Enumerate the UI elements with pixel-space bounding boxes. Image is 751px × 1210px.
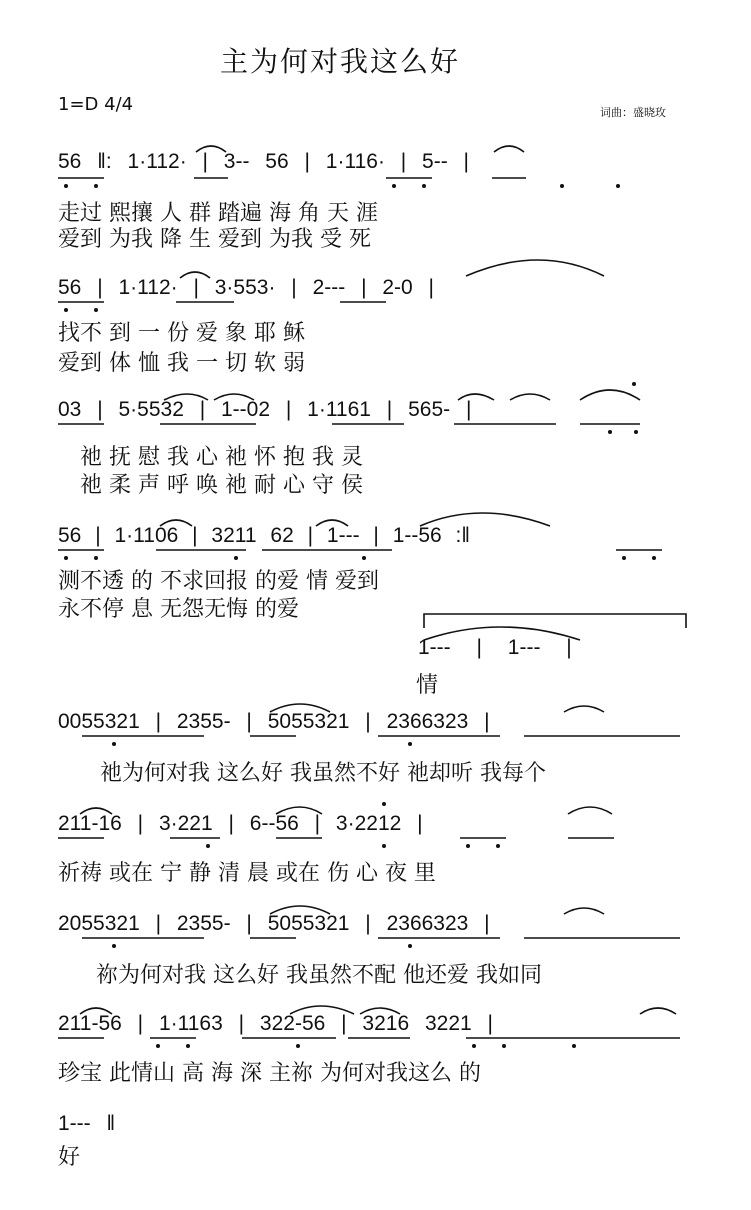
- octave-dot: [296, 1044, 300, 1048]
- octave-dot: [608, 430, 612, 434]
- slur: [316, 520, 348, 526]
- slur: [564, 706, 604, 712]
- octave-dot: [382, 844, 386, 848]
- key-signature: 1=D 4/4: [58, 94, 134, 115]
- octave-dot: [94, 184, 98, 188]
- notation-row-2: 56 | 1·112· | 3·553· | 2--- | 2-0 |: [58, 276, 435, 299]
- slur: [568, 807, 612, 814]
- octave-dot: [622, 556, 626, 560]
- slur: [640, 1008, 676, 1014]
- lyric-row-4-verse-1: 测不透 的 不求回报 的爱 情 爱到: [58, 569, 379, 594]
- slur: [270, 906, 330, 914]
- lyric-row-8: 祢为何对我 这么好 我虽然不配 他还爱 我如同: [96, 963, 542, 988]
- octave-dot: [652, 556, 656, 560]
- octave-dot: [496, 844, 500, 848]
- volta-bracket: [424, 614, 686, 628]
- lyric-row-3-verse-1: 祂 抚 慰 我 心 祂 怀 抱 我 灵: [80, 445, 363, 470]
- song-title: 主为何对我这么好: [220, 45, 461, 78]
- lyric-row-2-verse-2: 爱到 体 恤 我 一 切 软 弱: [58, 351, 305, 376]
- slur: [80, 1008, 112, 1014]
- notation-row-4: 56 | 1·1106 | 3211 62 | 1--- | 1--56 :‖: [58, 524, 471, 547]
- octave-dot: [382, 802, 386, 806]
- slur: [270, 704, 330, 712]
- lyric-row-3-verse-2: 祂 柔 声 呼 唤 祂 耐 心 守 侯: [80, 473, 363, 498]
- lyric-row-1-verse-2: 爱到 为我 降 生 爱到 为我 受 死: [58, 227, 371, 252]
- notation-row-9: 211-56 | 1·1163 | 322-56 | 3216 3221 |: [58, 1012, 493, 1035]
- octave-dot: [94, 308, 98, 312]
- octave-dot: [234, 556, 238, 560]
- octave-dot: [572, 1044, 576, 1048]
- octave-dot: [408, 944, 412, 948]
- slur: [424, 627, 580, 640]
- slur: [564, 908, 604, 914]
- slur: [276, 807, 322, 814]
- slur: [164, 394, 208, 400]
- slur: [420, 513, 550, 526]
- lyric-row-10: 好: [58, 1145, 81, 1170]
- slur: [290, 1006, 354, 1014]
- octave-dot: [64, 184, 68, 188]
- slur: [510, 394, 550, 400]
- notation-row-7: 211-16 | 3·221 | 6--56 | 3·2212 |: [58, 812, 423, 835]
- octave-dot: [472, 1044, 476, 1048]
- octave-dot: [616, 184, 620, 188]
- octave-dot: [112, 944, 116, 948]
- octave-dot: [156, 1044, 160, 1048]
- lyric-row-7: 祈祷 或在 宁 静 清 晨 或在 伤 心 夜 里: [58, 861, 436, 886]
- slur: [494, 146, 524, 152]
- lyric-row-4-verse-2: 永不停 息 无怨无悔 的爱: [58, 597, 299, 622]
- lyric-row-2-verse-1: 找不 到 一 份 爱 象 耶 稣: [58, 321, 305, 346]
- octave-dot: [186, 1044, 190, 1048]
- octave-dot: [392, 184, 396, 188]
- lyric-row-6: 祂为何对我 这么好 我虽然不好 祂却听 我每个: [100, 761, 546, 786]
- octave-dot: [408, 742, 412, 746]
- octave-dot: [64, 308, 68, 312]
- lyric-row-1-verse-1: 走过 熙攘 人 群 踏遍 海 角 天 涯: [58, 201, 378, 226]
- slur: [580, 390, 640, 400]
- slur: [360, 1008, 400, 1014]
- octave-dot: [466, 844, 470, 848]
- notation-row-1: 56 ‖: 1·112· | 3-- 56 | 1·116· | 5-- |: [58, 150, 470, 173]
- octave-dot: [64, 556, 68, 560]
- slur: [80, 808, 112, 814]
- octave-dot: [206, 844, 210, 848]
- octave-dot: [502, 1044, 506, 1048]
- lyric-row-9: 珍宝 此情山 高 海 深 主祢 为何对我这么 的: [58, 1061, 481, 1086]
- notation-row-8: 2055321 | 2355- | 5055321 | 2366323 |: [58, 912, 490, 935]
- octave-dot: [94, 556, 98, 560]
- slur: [196, 146, 226, 152]
- lyric-row-5: 情: [416, 673, 439, 698]
- octave-dot: [422, 184, 426, 188]
- slur: [160, 520, 192, 526]
- notation-row-6: 0055321 | 2355- | 5055321 | 2366323 |: [58, 710, 490, 733]
- octave-dot: [634, 430, 638, 434]
- credit: 词曲：盛晓玫: [600, 106, 666, 119]
- octave-dot: [362, 556, 366, 560]
- slur: [180, 272, 210, 278]
- octave-dot: [112, 742, 116, 746]
- notation-row-5-ending: 1--- | 1--- |: [418, 636, 572, 659]
- notation-row-3: 03 | 5·5532 | 1--02 | 1·1161 | 565- |: [58, 398, 472, 421]
- slur: [214, 394, 254, 400]
- slur: [458, 394, 494, 400]
- octave-dot: [632, 382, 636, 386]
- octave-dot: [560, 184, 564, 188]
- slur: [466, 260, 604, 276]
- notation-row-10: 1--- ‖: [58, 1112, 116, 1135]
